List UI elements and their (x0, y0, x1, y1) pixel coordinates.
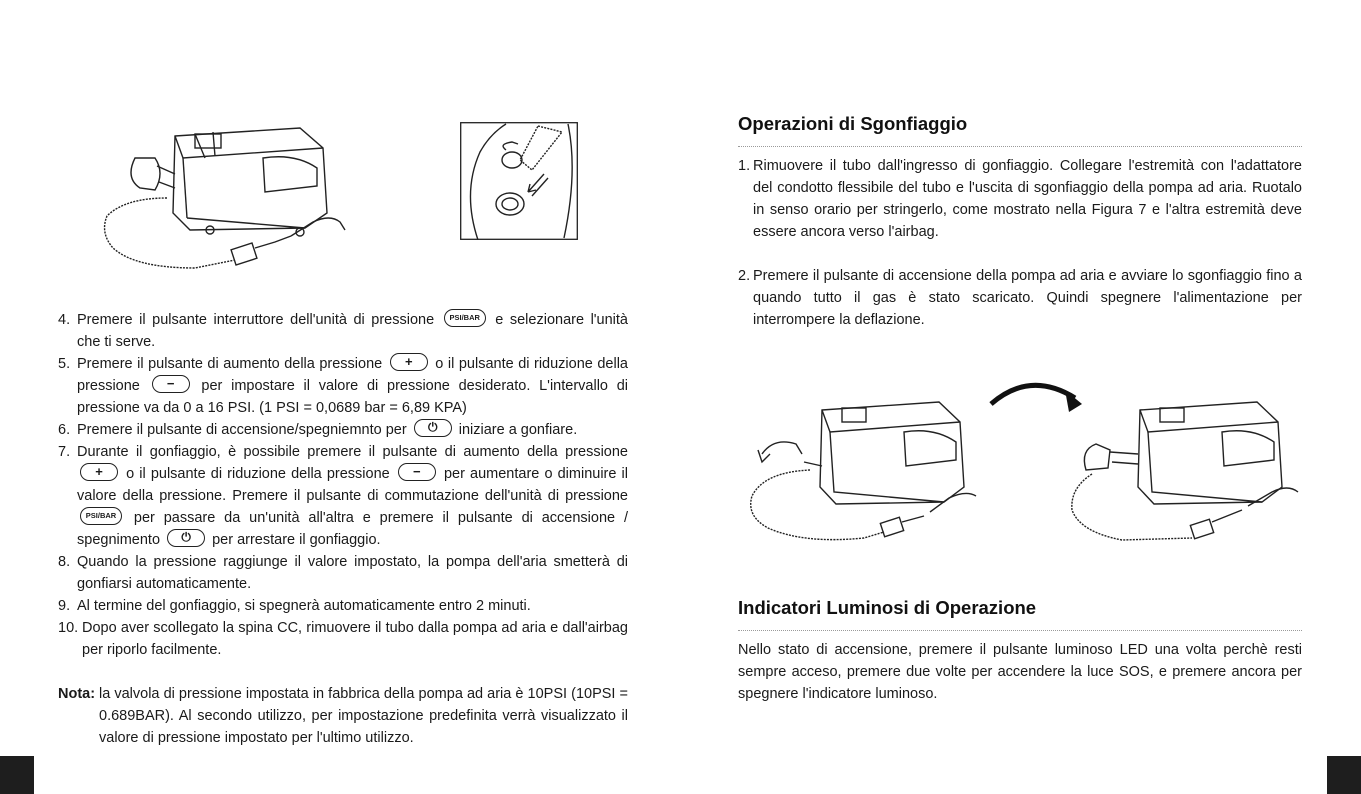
plus-button-icon: + (390, 353, 428, 371)
psi-bar-button-icon: PSI/BAR (444, 309, 486, 327)
step-text: Quando la pressione raggiunge il valore impostato, la pompa dell'aria smetterà di gonfiarsi automaticamente. (77, 554, 628, 592)
valve-detail-illustration (460, 122, 578, 240)
deflation-title: Operazioni di Sgonfiaggio (738, 113, 968, 134)
step-number: 5. (58, 356, 71, 372)
inflation-step (58, 551, 628, 595)
step-text: per impostare il valore di pressione desiderato. L'intervallo di pressione va da 0 a 16 PSI. (1 PSI = 0,0689 bar = 6,89 KPA) (77, 378, 629, 416)
step-text: per aumentare o diminuire il valore della pressione. Premere il pulsante di commutazione dell'unità di pressione (77, 466, 628, 504)
step-number: 9. (58, 598, 71, 614)
minus-button-icon: − (398, 463, 436, 481)
step-text: o il pulsante di riduzione della pressione (77, 356, 629, 394)
page-corner-mark-left (0, 756, 34, 794)
page-corner-mark-right (1327, 756, 1361, 794)
inflation-step (58, 353, 628, 419)
step-number: 6. (58, 422, 71, 438)
step-number: 7. (58, 444, 71, 460)
step-number: 2. (738, 268, 751, 284)
step-number: 1. (738, 158, 751, 174)
power-button-icon: ⏻ (167, 529, 205, 547)
inflation-steps-list (58, 309, 628, 749)
step-text: o il pulsante di riduzione della pressione (126, 466, 390, 482)
deflation-step (738, 265, 1302, 331)
step-text: Rimuovere il tubo dall'ingresso di gonfiaggio. Collegare l'estremità con l'adattatore del condotto flessibile del tubo e l'uscita di sgonfiaggio della pompa ad aria. Ruotalo in senso orario per stringerlo, come mostrato nella Figura 7 e l'altra estremità deve essere ancora verso l'airbag. (753, 158, 1302, 240)
deflation-step (738, 155, 1302, 243)
indicators-title: Indicatori Luminosi di Operazione (738, 597, 1037, 618)
indicators-divider (738, 630, 1302, 631)
step-text: iniziare a gonfiare. (458, 422, 578, 438)
step-number: 10. (58, 620, 79, 636)
step-text: Premere il pulsante di aumento della pressione (77, 356, 383, 372)
step-text: per arrestare il gonfiaggio. (212, 532, 381, 548)
inflation-step (58, 617, 628, 661)
pump-illustration-deflate-after (1062, 392, 1312, 552)
deflation-steps-list (738, 155, 1302, 353)
note-block (58, 683, 628, 749)
inflation-step (58, 309, 628, 353)
step-text: e selezionare l'unità che ti serve. (77, 312, 629, 350)
step-text: Dopo aver scollegato la spina CC, rimuovere il tubo dalla pompa ad aria e dall'airbag per riporlo facilmente. (82, 620, 628, 658)
plus-button-icon: + (80, 463, 118, 481)
note-text: la valvola di pressione impostata in fabbrica della pompa ad aria è 10PSI (10PSI = 0.689BAR). Al secondo utilizzo, per impostazione predefinita verrà visualizzato il valore di pressione impostato per l'ultimo utilizzo. (99, 686, 628, 746)
step-text: Premere il pulsante di accensione della pompa ad aria e avviare lo sgonfiaggio fino a quando tutto il gas è stato scaricato. Quindi spegnere l'alimentazione per interrompere la deflazione. (753, 268, 1302, 328)
step-text: Premere il pulsante interruttore dell'unità di pressione (77, 312, 435, 328)
step-number: 8. (58, 554, 71, 570)
pump-illustration-deflate-before (744, 392, 994, 552)
inflation-step (58, 419, 628, 441)
indicators-text: Nello stato di accensione, premere il pulsante luminoso LED una volta perchè resti sempre acceso, premere due volte per accendere la luce SOS, e premere ancora per spegnere l'indicatore luminoso. (738, 642, 1302, 702)
psi-bar-button-icon: PSI/BAR (80, 507, 122, 525)
power-button-icon: ⏻ (414, 419, 452, 437)
inflation-step (58, 595, 628, 617)
step-text: per passare da un'unità all'altra e premere il pulsante di accensione / spegnimento (77, 510, 628, 548)
step-text: Durante il gonfiaggio, è possibile premere il pulsante di aumento della pressione (77, 444, 628, 460)
deflation-divider (738, 146, 1302, 147)
step-text: Al termine del gonfiaggio, si spegnerà automaticamente entro 2 minuti. (77, 598, 531, 614)
minus-button-icon: − (152, 375, 190, 393)
note-label: Nota: (58, 686, 96, 702)
step-text: Premere il pulsante di accensione/spegniemnto per (77, 422, 407, 438)
pump-illustration-top (95, 118, 355, 278)
step-number: 4. (58, 312, 71, 328)
inflation-step (58, 441, 628, 551)
